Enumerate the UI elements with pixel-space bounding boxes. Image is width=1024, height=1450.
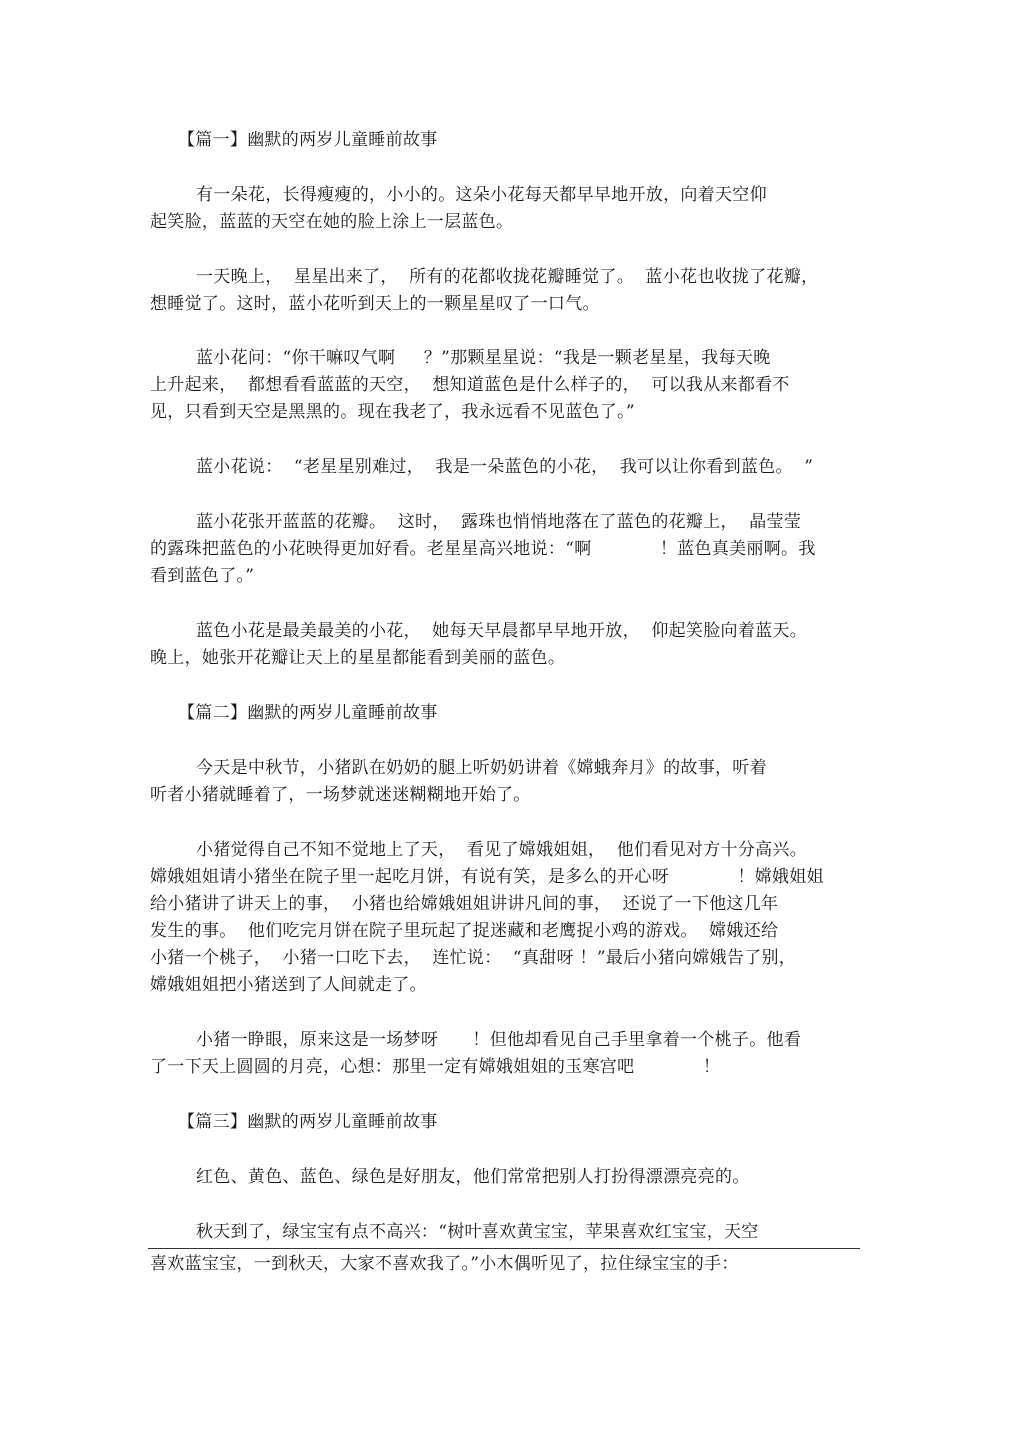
page-divider-line <box>148 1248 860 1249</box>
section-1-paragraph-1-line-2: 起笑脸，蓝蓝的天空在她的脸上涂上一层蓝色。 <box>150 212 514 232</box>
section-2-paragraph-2-line-5: 小猪一个桃子， 小猪一口吃下去， 连忙说： “真甜呀 ！”最后小猪向嫦娥告了别， <box>150 948 797 968</box>
section-1-paragraph-3-line-1: 蓝小花问：“你干嘛叹气啊 ？”那颗星星说：“我是一颗老星星，我每天晚 <box>196 348 771 368</box>
section-1-paragraph-1-line-1: 有一朵花，长得瘦瘦的，小小的。这朵小花每天都早早地开放，向着天空仰 <box>196 185 767 205</box>
section-1-heading: 【篇一】幽默的两岁儿童睡前故事 <box>178 130 438 150</box>
section-1-paragraph-6-line-2: 晚上，她张开花瓣让天上的星星都能看到美丽的蓝色。 <box>150 648 566 668</box>
section-1-paragraph-5-line-2: 的露珠把蓝色的小花映得更加好看。老星星高兴地说：“啊 ！蓝色真美丽啊。我 <box>150 539 816 559</box>
section-2-paragraph-2-line-4: 发生的事。 他们吃完月饼在院子里玩起了捉迷藏和老鹰捉小鸡的游戏。 嫦娥还给 <box>150 921 779 941</box>
section-2-paragraph-2-line-1: 小猪觉得自己不知不觉地上了天， 看见了嫦娥姐姐， 他们看见对方十分高兴。 <box>196 840 808 860</box>
section-2-paragraph-2-line-3: 给小猪讲了讲天上的事， 小猪也给嫦娥姐姐讲讲凡间的事， 还说了一下他这几年 <box>150 894 779 914</box>
section-3-paragraph-2-line-2: 喜欢蓝宝宝，一到秋天，大家不喜欢我了。”小木偶听见了，拉住绿宝宝的手： <box>150 1254 739 1274</box>
section-1-paragraph-2-line-1: 一天晚上， 星星出来了， 所有的花都收拢花瓣睡觉了。 蓝小花也收拢了花瓣， <box>196 267 819 287</box>
section-3-heading: 【篇三】幽默的两岁儿童睡前故事 <box>178 1112 438 1132</box>
section-2-paragraph-2-line-2: 嫦娥姐姐请小猪坐在院子里一起吃月饼，有说有笑，是多么的开心呀 ！嫦娥姐姐 <box>150 867 824 887</box>
section-1-paragraph-4-line-1: 蓝小花说： “老星星别难过， 我是一朵蓝色的小花， 我可以让你看到蓝色。 ” <box>196 457 814 477</box>
section-2-paragraph-3-line-2: 了一下天上圆圆的月亮，心想：那里一定有嫦娥姐姐的玉寒宫吧 ！ <box>150 1057 721 1077</box>
section-1-paragraph-2-line-2: 想睡觉了。这时，蓝小花听到天上的一颗星星叹了一口气。 <box>150 294 600 314</box>
section-1-paragraph-6-line-1: 蓝色小花是最美最美的小花， 她每天早晨都早早地开放， 仰起笑脸向着蓝天。 <box>196 621 808 641</box>
section-2-heading: 【篇二】幽默的两岁儿童睡前故事 <box>178 703 438 723</box>
section-1-paragraph-3-line-2: 上升起来， 都想看看蓝蓝的天空， 想知道蓝色是什么样子的， 可以我从来都看不 <box>150 375 790 395</box>
section-3-paragraph-2-line-1: 秋天到了，绿宝宝有点不高兴：“树叶喜欢黄宝宝，苹果喜欢红宝宝，天空 <box>196 1222 759 1242</box>
section-2-paragraph-1-line-1: 今天是中秋节，小猪趴在奶奶的腿上听奶奶讲着《嫦蛾奔月》的故事，听着 <box>196 758 767 778</box>
section-1-paragraph-5-line-3: 看到蓝色了。” <box>150 566 255 586</box>
section-3-paragraph-1-line-1: 红色、黄色、蓝色、绿色是好朋友，他们常常把别人打扮得漂漂亮亮的。 <box>196 1167 750 1187</box>
section-2-paragraph-1-line-2: 听者小猪就睡着了，一场梦就迷迷糊糊地开始了。 <box>150 785 531 805</box>
section-1-paragraph-5-line-1: 蓝小花张开蓝蓝的花瓣。 这时， 露珠也悄悄地落在了蓝色的花瓣上， 晶莹莹 <box>196 512 802 532</box>
section-2-paragraph-3-line-1: 小猪一睁眼，原来这是一场梦呀 ！但他却看见自己手里拿着一个桃子。他看 <box>196 1030 802 1050</box>
section-1-paragraph-3-line-3: 见，只看到天空是黑黑的。现在我老了，我永远看不见蓝色了。” <box>150 402 635 422</box>
section-2-paragraph-2-line-6: 嫦娥姐姐把小猪送到了人间就走了。 <box>150 975 427 995</box>
